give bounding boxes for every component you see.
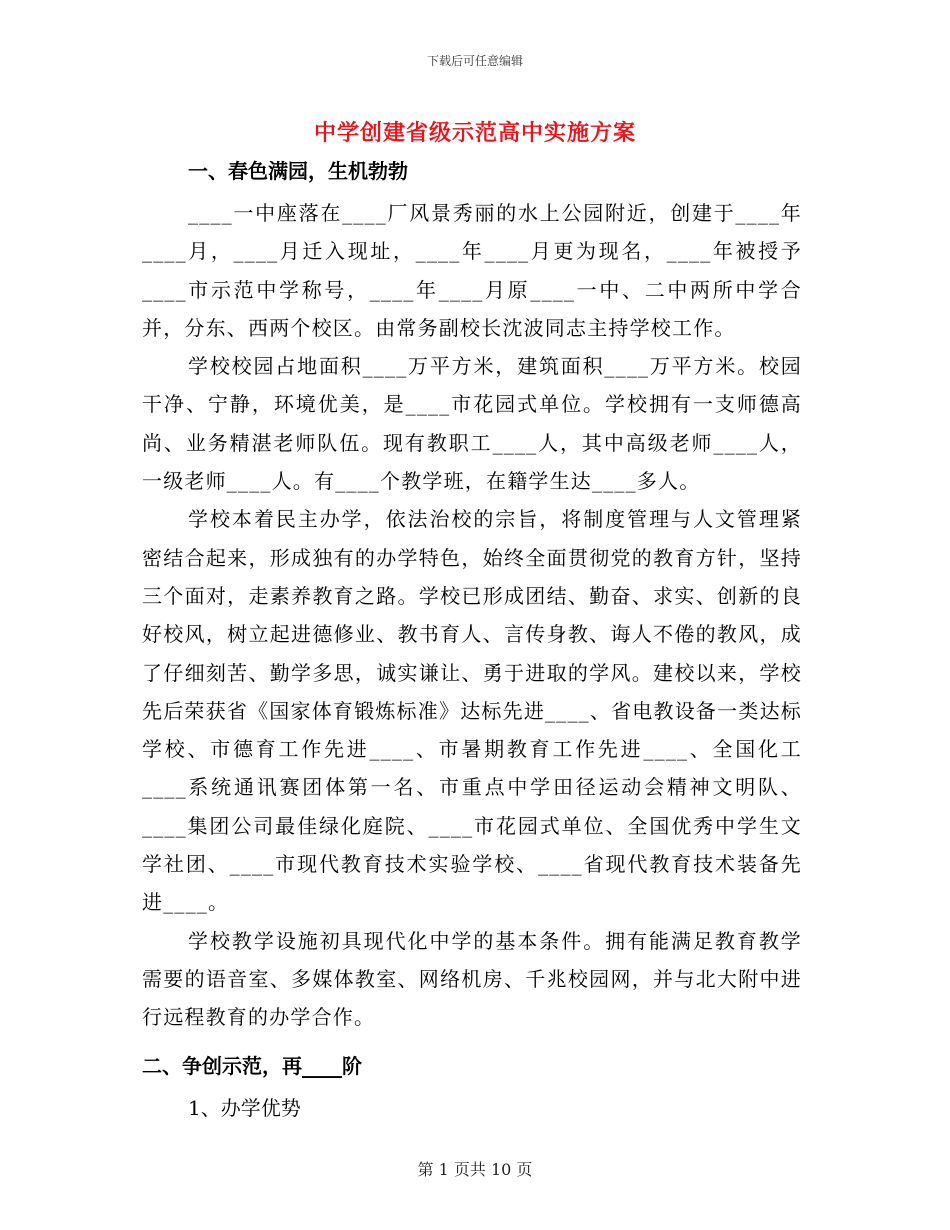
section-heading-2: 二、争创示范，再____阶: [142, 1053, 362, 1078]
document-title: 中学创建省级示范高中实施方案: [313, 121, 636, 146]
subsection-heading: 1、办学优势: [188, 1095, 301, 1120]
paragraph-philosophy: 学校本着民主办学，依法治校的宗旨，将制度管理与人文管理紧密结合起来，形成独有的办学特色，始终全面贯彻党的教育方针，坚持三个面对，走素养教育之路。学校已形成团结、勤奋、求实、创新的良好校风，树立起进德修业、教书育人、言传身教、诲人不倦的教风，成了仔细刻苦、勤学多思，诚实谦让、勇于进取的学风。建校以来，学校先后荣获省《国家体育锻炼标准》达标先进____、省电教设备一类达标学校、市德育工作先进____、市暑期教育工作先进____、全国化工____系统通讯赛团体第一名、市重点中学田径运动会精神文明队、____集团公司最佳绿化庭院、____市花园式单位、全国优秀中学生文学社团、____市现代教育技术实验学校、____省现代教育技术装备先进____。: [142, 507, 802, 915]
paragraph-campus: 学校校园占地面积____万平方米，建筑面积____万平方米。校园干净、宁静，环境优美，是____市花园式单位。学校拥有一支师德高尚、业务精湛老师队伍。现有教职工____人，其中高级老师____人，一级老师____人。有____个教学班，在籍学生达____多人。: [142, 354, 802, 494]
page-header: 下载后可任意编辑: [426, 54, 523, 68]
page-number: 第 1 页共 10 页: [417, 1160, 533, 1179]
paragraph-facilities: 学校教学设施初具现代化中学的基本条件。拥有能满足教育教学需要的语音室、多媒体教室、网络机房、千兆校园网，并与北大附中进行远程教育的办学合作。: [142, 928, 802, 1030]
paragraph-intro: ____一中座落在____厂风景秀丽的水上公园附近，创建于____年____月，____月迁入现址，____年____月更为现名，____年被授予____市示范中学称号，____年____月原____一中、二中两所中学合并，分东、西两个校区。由常务副校长沈波同志主持学校工作。: [142, 201, 802, 340]
document-body: [142, 152, 802, 1127]
section-heading-1: 一、春色满园，生机勃勃: [188, 159, 408, 183]
